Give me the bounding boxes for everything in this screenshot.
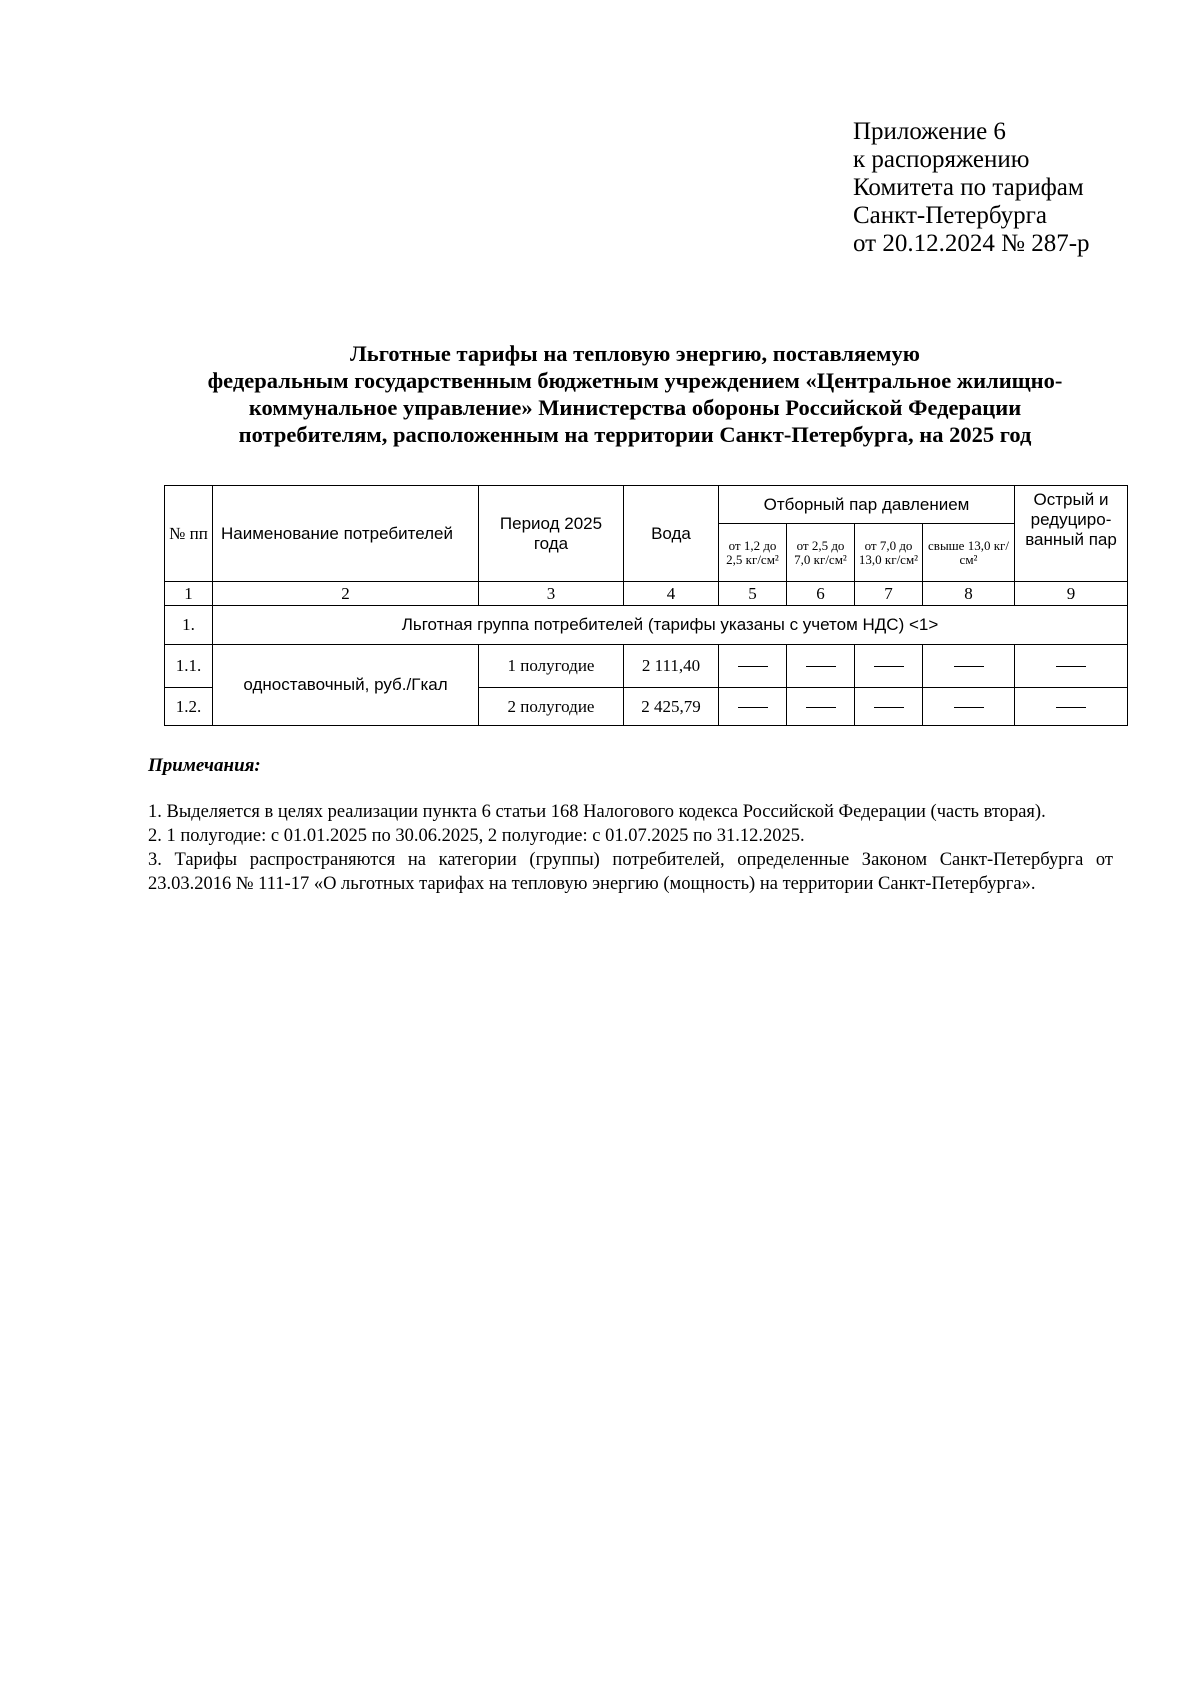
header-water: Вода xyxy=(624,486,719,582)
empty-cell xyxy=(855,688,923,726)
group-label: Льготная группа потребителей (тарифы указаны с учетом НДС) <1> xyxy=(213,606,1128,645)
note-item: 3. Тарифы распространяются на категории (группы) потребителей, определенные Законом Санкт-Петербурга от 23.03.2016 № 111-17 «О льготных тарифах на тепловую энергию (мощность) на территории Санкт-Петербурга». xyxy=(148,850,1113,894)
empty-cell xyxy=(923,688,1015,726)
col-number: 5 xyxy=(719,582,787,606)
col-number: 6 xyxy=(787,582,855,606)
tariff-table xyxy=(164,485,1128,726)
appendix-block xyxy=(853,118,1090,258)
header-sharp-steam: Острый и редуциро-ванный пар xyxy=(1015,486,1128,582)
dash-mark xyxy=(874,707,904,708)
col-number: 7 xyxy=(855,582,923,606)
header-num: № пп xyxy=(165,486,213,582)
col-number: 4 xyxy=(624,582,719,606)
col-number: 1 xyxy=(165,582,213,606)
col-number: 8 xyxy=(923,582,1015,606)
appendix-line: Комитета по тарифам xyxy=(853,174,1084,201)
header-name: Наименование потребителей xyxy=(213,486,479,582)
title-line: федеральным государственным бюджетным учреждением «Центральное жилищно- xyxy=(207,368,1063,393)
header-steam-col: от 2,5 до 7,0 кг/см² xyxy=(787,524,855,582)
row-num: 1.1. xyxy=(165,645,213,688)
table-row xyxy=(165,645,1128,688)
dash-mark xyxy=(954,707,984,708)
dash-mark xyxy=(806,666,836,667)
col-number: 9 xyxy=(1015,582,1128,606)
column-number-row xyxy=(165,582,1128,606)
row-water: 2 425,79 xyxy=(624,688,719,726)
header-row xyxy=(165,486,1128,524)
empty-cell xyxy=(923,645,1015,688)
empty-cell xyxy=(855,645,923,688)
dash-mark xyxy=(806,707,836,708)
title-line: коммунальное управление» Министерства обороны Российской Федерации xyxy=(248,395,1022,420)
empty-cell xyxy=(787,688,855,726)
dash-mark xyxy=(738,666,768,667)
dash-mark xyxy=(874,666,904,667)
dash-mark xyxy=(1056,707,1086,708)
appendix-line: Приложение 6 xyxy=(853,118,1006,145)
consumer-name: одноставочный, руб./Гкал xyxy=(213,645,479,726)
row-period: 1 полугодие xyxy=(479,645,624,688)
header-steam: Отборный пар давлением xyxy=(719,486,1015,524)
dash-mark xyxy=(954,666,984,667)
dash-mark xyxy=(738,707,768,708)
header-steam-col: свыше 13,0 кг/см² xyxy=(923,524,1015,582)
col-number: 2 xyxy=(213,582,479,606)
row-water: 2 111,40 xyxy=(624,645,719,688)
row-period: 2 полугодие xyxy=(479,688,624,726)
appendix-line: к распоряжению xyxy=(853,146,1030,173)
title-line: потребителям, расположенным на территории Санкт-Петербурга, на 2025 год xyxy=(238,422,1032,447)
notes-heading: Примечания: xyxy=(148,755,261,776)
appendix-line: Санкт-Петербурга xyxy=(853,202,1048,229)
empty-cell xyxy=(719,688,787,726)
dash-mark xyxy=(1056,666,1086,667)
note-item: 2. 1 полугодие: с 01.01.2025 по 30.06.2025, 2 полугодие: с 01.07.2025 по 31.12.2025. xyxy=(148,826,805,846)
title-line: Льготные тарифы на тепловую энергию, поставляемую xyxy=(350,341,920,366)
note-item: 1. Выделяется в целях реализации пункта 6 статьи 168 Налогового кодекса Российской Федерации (часть вторая). xyxy=(148,802,1046,822)
appendix-line: от 20.12.2024 № 287-р xyxy=(853,230,1090,257)
notes-list xyxy=(148,800,1113,896)
empty-cell xyxy=(719,645,787,688)
header-steam-col: от 7,0 до 13,0 кг/см² xyxy=(855,524,923,582)
empty-cell xyxy=(1015,688,1128,726)
header-steam-col: от 1,2 до 2,5 кг/см² xyxy=(719,524,787,582)
group-row xyxy=(165,606,1128,645)
header-period: Период 2025 года xyxy=(479,486,624,582)
document-title xyxy=(150,340,1120,448)
row-num: 1.2. xyxy=(165,688,213,726)
empty-cell xyxy=(1015,645,1128,688)
empty-cell xyxy=(787,645,855,688)
group-num: 1. xyxy=(165,606,213,645)
col-number: 3 xyxy=(479,582,624,606)
